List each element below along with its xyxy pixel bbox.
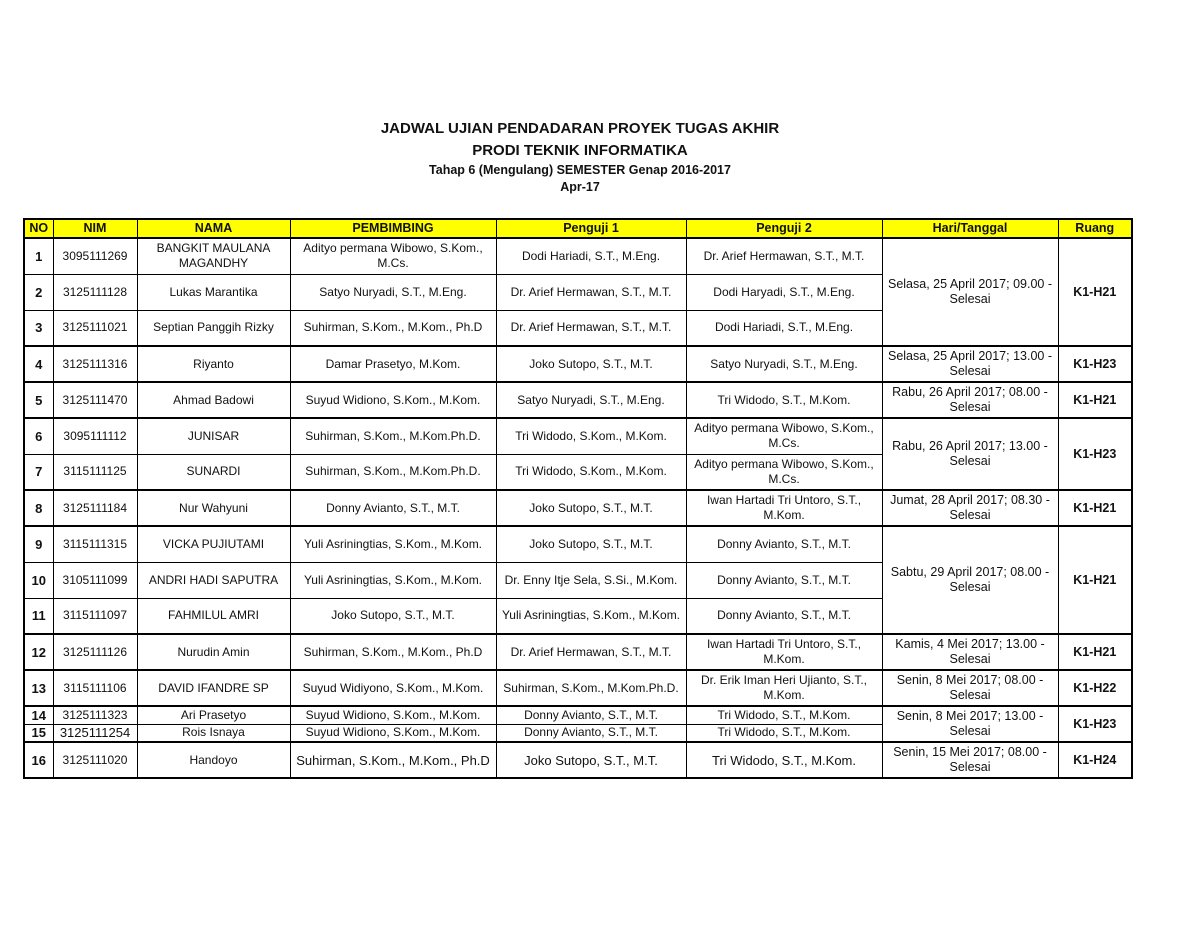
- column-header-pembimbing: PEMBIMBING: [290, 219, 496, 238]
- row-penguji2: Satyo Nuryadi, S.T., M.Eng.: [686, 346, 882, 382]
- row-nama: BANGKIT MAULANA MAGANDHY: [137, 238, 290, 274]
- row-pembimbing: Satyo Nuryadi, S.T., M.Eng.: [290, 274, 496, 310]
- row-pembimbing: Donny Avianto, S.T., M.T.: [290, 490, 496, 526]
- row-nama: Handoyo: [137, 742, 290, 778]
- row-nim: 3125111184: [53, 490, 137, 526]
- row-pembimbing: Adityo permana Wibowo, S.Kom., M.Cs.: [290, 238, 496, 274]
- row-nim: 3105111099: [53, 562, 137, 598]
- schedule-date: Senin, 8 Mei 2017; 08.00 - Selesai: [882, 670, 1058, 706]
- row-no: 3: [24, 310, 53, 346]
- schedule-room: K1-H23: [1058, 418, 1132, 490]
- row-penguji1: Dr. Arief Hermawan, S.T., M.T.: [496, 310, 686, 346]
- row-pembimbing: Suhirman, S.Kom., M.Kom., Ph.D: [290, 634, 496, 670]
- schedule-date: Selasa, 25 April 2017; 13.00 - Selesai: [882, 346, 1058, 382]
- row-penguji2: Donny Avianto, S.T., M.T.: [686, 598, 882, 634]
- row-penguji2: Dodi Haryadi, S.T., M.Eng.: [686, 274, 882, 310]
- row-penguji2: Adityo permana Wibowo, S.Kom., M.Cs.: [686, 418, 882, 454]
- column-header-no: NO: [24, 219, 53, 238]
- row-penguji1: Suhirman, S.Kom., M.Kom.Ph.D.: [496, 670, 686, 706]
- schedule-table: [23, 218, 1133, 779]
- row-nama: Lukas Marantika: [137, 274, 290, 310]
- row-nama: FAHMILUL AMRI: [137, 598, 290, 634]
- row-penguji1: Dr. Arief Hermawan, S.T., M.T.: [496, 634, 686, 670]
- schedule-date: Senin, 15 Mei 2017; 08.00 - Selesai: [882, 742, 1058, 778]
- column-header-penguji1: Penguji 1: [496, 219, 686, 238]
- table-row: [24, 238, 1132, 274]
- row-penguji1: Donny Avianto, S.T., M.T.: [496, 724, 686, 742]
- row-no: 6: [24, 418, 53, 454]
- row-nama: Septian Panggih Rizky: [137, 310, 290, 346]
- row-no: 9: [24, 526, 53, 562]
- document-title: JADWAL UJIAN PENDADARAN PROYEK TUGAS AKHIR: [380, 120, 780, 137]
- row-nim: 3115111097: [53, 598, 137, 634]
- table-row: [24, 634, 1132, 670]
- row-nama: Ari Prasetyo: [137, 706, 290, 724]
- row-pembimbing: Yuli Asriningtias, S.Kom., M.Kom.: [290, 562, 496, 598]
- schedule-date: Rabu, 26 April 2017; 08.00 - Selesai: [882, 382, 1058, 418]
- row-no: 16: [24, 742, 53, 778]
- row-nama: Ahmad Badowi: [137, 382, 290, 418]
- row-penguji2: Iwan Hartadi Tri Untoro, S.T., M.Kom.: [686, 634, 882, 670]
- row-penguji2: Tri Widodo, S.T., M.Kom.: [686, 706, 882, 724]
- row-penguji2: Dodi Hariadi, S.T., M.Eng.: [686, 310, 882, 346]
- schedule-room: K1-H24: [1058, 742, 1132, 778]
- row-nim: 3125111323: [53, 706, 137, 724]
- row-pembimbing: Suyud Widiono, S.Kom., M.Kom.: [290, 724, 496, 742]
- row-no: 10: [24, 562, 53, 598]
- row-penguji1: Joko Sutopo, S.T., M.T.: [496, 742, 686, 778]
- table-row: [24, 670, 1132, 706]
- table-row: [24, 742, 1132, 778]
- row-penguji1: Tri Widodo, S.Kom., M.Kom.: [496, 418, 686, 454]
- schedule-date: Rabu, 26 April 2017; 13.00 - Selesai: [882, 418, 1058, 490]
- row-nim: 3125111128: [53, 274, 137, 310]
- schedule-date: Senin, 8 Mei 2017; 13.00 - Selesai: [882, 706, 1058, 742]
- row-penguji2: Tri Widodo, S.T., M.Kom.: [686, 382, 882, 418]
- document-header: [0, 118, 1160, 196]
- row-pembimbing: Suhirman, S.Kom., M.Kom.Ph.D.: [290, 454, 496, 490]
- row-nama: ANDRI HADI SAPUTRA: [137, 562, 290, 598]
- table-row: [24, 706, 1132, 724]
- row-penguji1: Dr. Arief Hermawan, S.T., M.T.: [496, 274, 686, 310]
- row-penguji1: Satyo Nuryadi, S.T., M.Eng.: [496, 382, 686, 418]
- row-nim: 3125111470: [53, 382, 137, 418]
- row-penguji1: Joko Sutopo, S.T., M.T.: [496, 490, 686, 526]
- row-nama: Riyanto: [137, 346, 290, 382]
- row-no: 13: [24, 670, 53, 706]
- row-pembimbing: Yuli Asriningtias, S.Kom., M.Kom.: [290, 526, 496, 562]
- row-penguji2: Iwan Hartadi Tri Untoro, S.T., M.Kom.: [686, 490, 882, 526]
- period-label: Apr-17: [560, 180, 600, 194]
- row-penguji1: Donny Avianto, S.T., M.T.: [496, 706, 686, 724]
- row-nim: 3125111020: [53, 742, 137, 778]
- table-row: [24, 418, 1132, 454]
- row-nama: SUNARDI: [137, 454, 290, 490]
- table-header-row: [24, 219, 1132, 238]
- stage-subtitle: Tahap 6 (Mengulang) SEMESTER Genap 2016-2017: [429, 163, 731, 177]
- row-nama: Nur Wahyuni: [137, 490, 290, 526]
- row-no: 1: [24, 238, 53, 274]
- row-no: 5: [24, 382, 53, 418]
- schedule-room: K1-H21: [1058, 238, 1132, 346]
- row-no: 8: [24, 490, 53, 526]
- schedule-room: K1-H21: [1058, 490, 1132, 526]
- column-header-nim: NIM: [53, 219, 137, 238]
- row-nim: 3115111315: [53, 526, 137, 562]
- row-nim: 3125111126: [53, 634, 137, 670]
- row-no: 4: [24, 346, 53, 382]
- row-penguji1: Joko Sutopo, S.T., M.T.: [496, 526, 686, 562]
- program-title: PRODI TEKNIK INFORMATIKA: [472, 142, 688, 159]
- row-penguji2: Tri Widodo, S.T., M.Kom.: [686, 742, 882, 778]
- row-no: 15: [24, 724, 53, 742]
- row-no: 12: [24, 634, 53, 670]
- schedule-date: Selasa, 25 April 2017; 09.00 - Selesai: [882, 238, 1058, 346]
- table-row: [24, 382, 1132, 418]
- schedule-room: K1-H21: [1058, 634, 1132, 670]
- row-pembimbing: Damar Prasetyo, M.Kom.: [290, 346, 496, 382]
- row-nim: 3125111316: [53, 346, 137, 382]
- row-no: 11: [24, 598, 53, 634]
- row-pembimbing: Suyud Widiono, S.Kom., M.Kom.: [290, 382, 496, 418]
- table-row: [24, 346, 1132, 382]
- schedule-room: K1-H23: [1058, 346, 1132, 382]
- column-header-penguji2: Penguji 2: [686, 219, 882, 238]
- schedule-date: Sabtu, 29 April 2017; 08.00 - Selesai: [882, 526, 1058, 634]
- schedule-room: K1-H21: [1058, 526, 1132, 634]
- column-header-hari-tanggal: Hari/Tanggal: [882, 219, 1058, 238]
- row-penguji1: Yuli Asriningtias, S.Kom., M.Kom.: [496, 598, 686, 634]
- row-penguji1: Dodi Hariadi, S.T., M.Eng.: [496, 238, 686, 274]
- row-nama: DAVID IFANDRE SP: [137, 670, 290, 706]
- schedule-date: Jumat, 28 April 2017; 08.30 - Selesai: [882, 490, 1058, 526]
- row-penguji2: Dr. Arief Hermawan, S.T., M.T.: [686, 238, 882, 274]
- row-nim: 3115111106: [53, 670, 137, 706]
- row-penguji2: Dr. Erik Iman Heri Ujianto, S.T., M.Kom.: [686, 670, 882, 706]
- column-header-ruang: Ruang: [1058, 219, 1132, 238]
- row-penguji1: Dr. Enny Itje Sela, S.Si., M.Kom.: [496, 562, 686, 598]
- schedule-date: Kamis, 4 Mei 2017; 13.00 - Selesai: [882, 634, 1058, 670]
- row-nama: VICKA PUJIUTAMI: [137, 526, 290, 562]
- row-pembimbing: Joko Sutopo, S.T., M.T.: [290, 598, 496, 634]
- schedule-room: K1-H21: [1058, 382, 1132, 418]
- schedule-room: K1-H23: [1058, 706, 1132, 742]
- row-pembimbing: Suhirman, S.Kom., M.Kom., Ph.D: [290, 310, 496, 346]
- row-nama: Nurudin Amin: [137, 634, 290, 670]
- row-penguji2: Donny Avianto, S.T., M.T.: [686, 562, 882, 598]
- row-nim: 3125111021: [53, 310, 137, 346]
- column-header-nama: NAMA: [137, 219, 290, 238]
- row-pembimbing: Suyud Widiyono, S.Kom., M.Kom.: [290, 670, 496, 706]
- row-no: 7: [24, 454, 53, 490]
- row-penguji2: Tri Widodo, S.T., M.Kom.: [686, 724, 882, 742]
- row-pembimbing: Suhirman, S.Kom., M.Kom.Ph.D.: [290, 418, 496, 454]
- row-no: 14: [24, 706, 53, 724]
- schedule-room: K1-H22: [1058, 670, 1132, 706]
- row-nama: Rois Isnaya: [137, 724, 290, 742]
- row-penguji1: Joko Sutopo, S.T., M.T.: [496, 346, 686, 382]
- row-nim: 3115111125: [53, 454, 137, 490]
- row-pembimbing: Suhirman, S.Kom., M.Kom., Ph.D: [290, 742, 496, 778]
- row-pembimbing: Suyud Widiono, S.Kom., M.Kom.: [290, 706, 496, 724]
- row-nama: JUNISAR: [137, 418, 290, 454]
- table-row: [24, 490, 1132, 526]
- table-row: [24, 526, 1132, 562]
- row-no: 2: [24, 274, 53, 310]
- row-penguji1: Tri Widodo, S.Kom., M.Kom.: [496, 454, 686, 490]
- row-nim: 3095111112: [53, 418, 137, 454]
- row-nim: 3125111254: [53, 724, 137, 742]
- row-penguji2: Adityo permana Wibowo, S.Kom., M.Cs.: [686, 454, 882, 490]
- row-nim: 3095111269: [53, 238, 137, 274]
- row-penguji2: Donny Avianto, S.T., M.T.: [686, 526, 882, 562]
